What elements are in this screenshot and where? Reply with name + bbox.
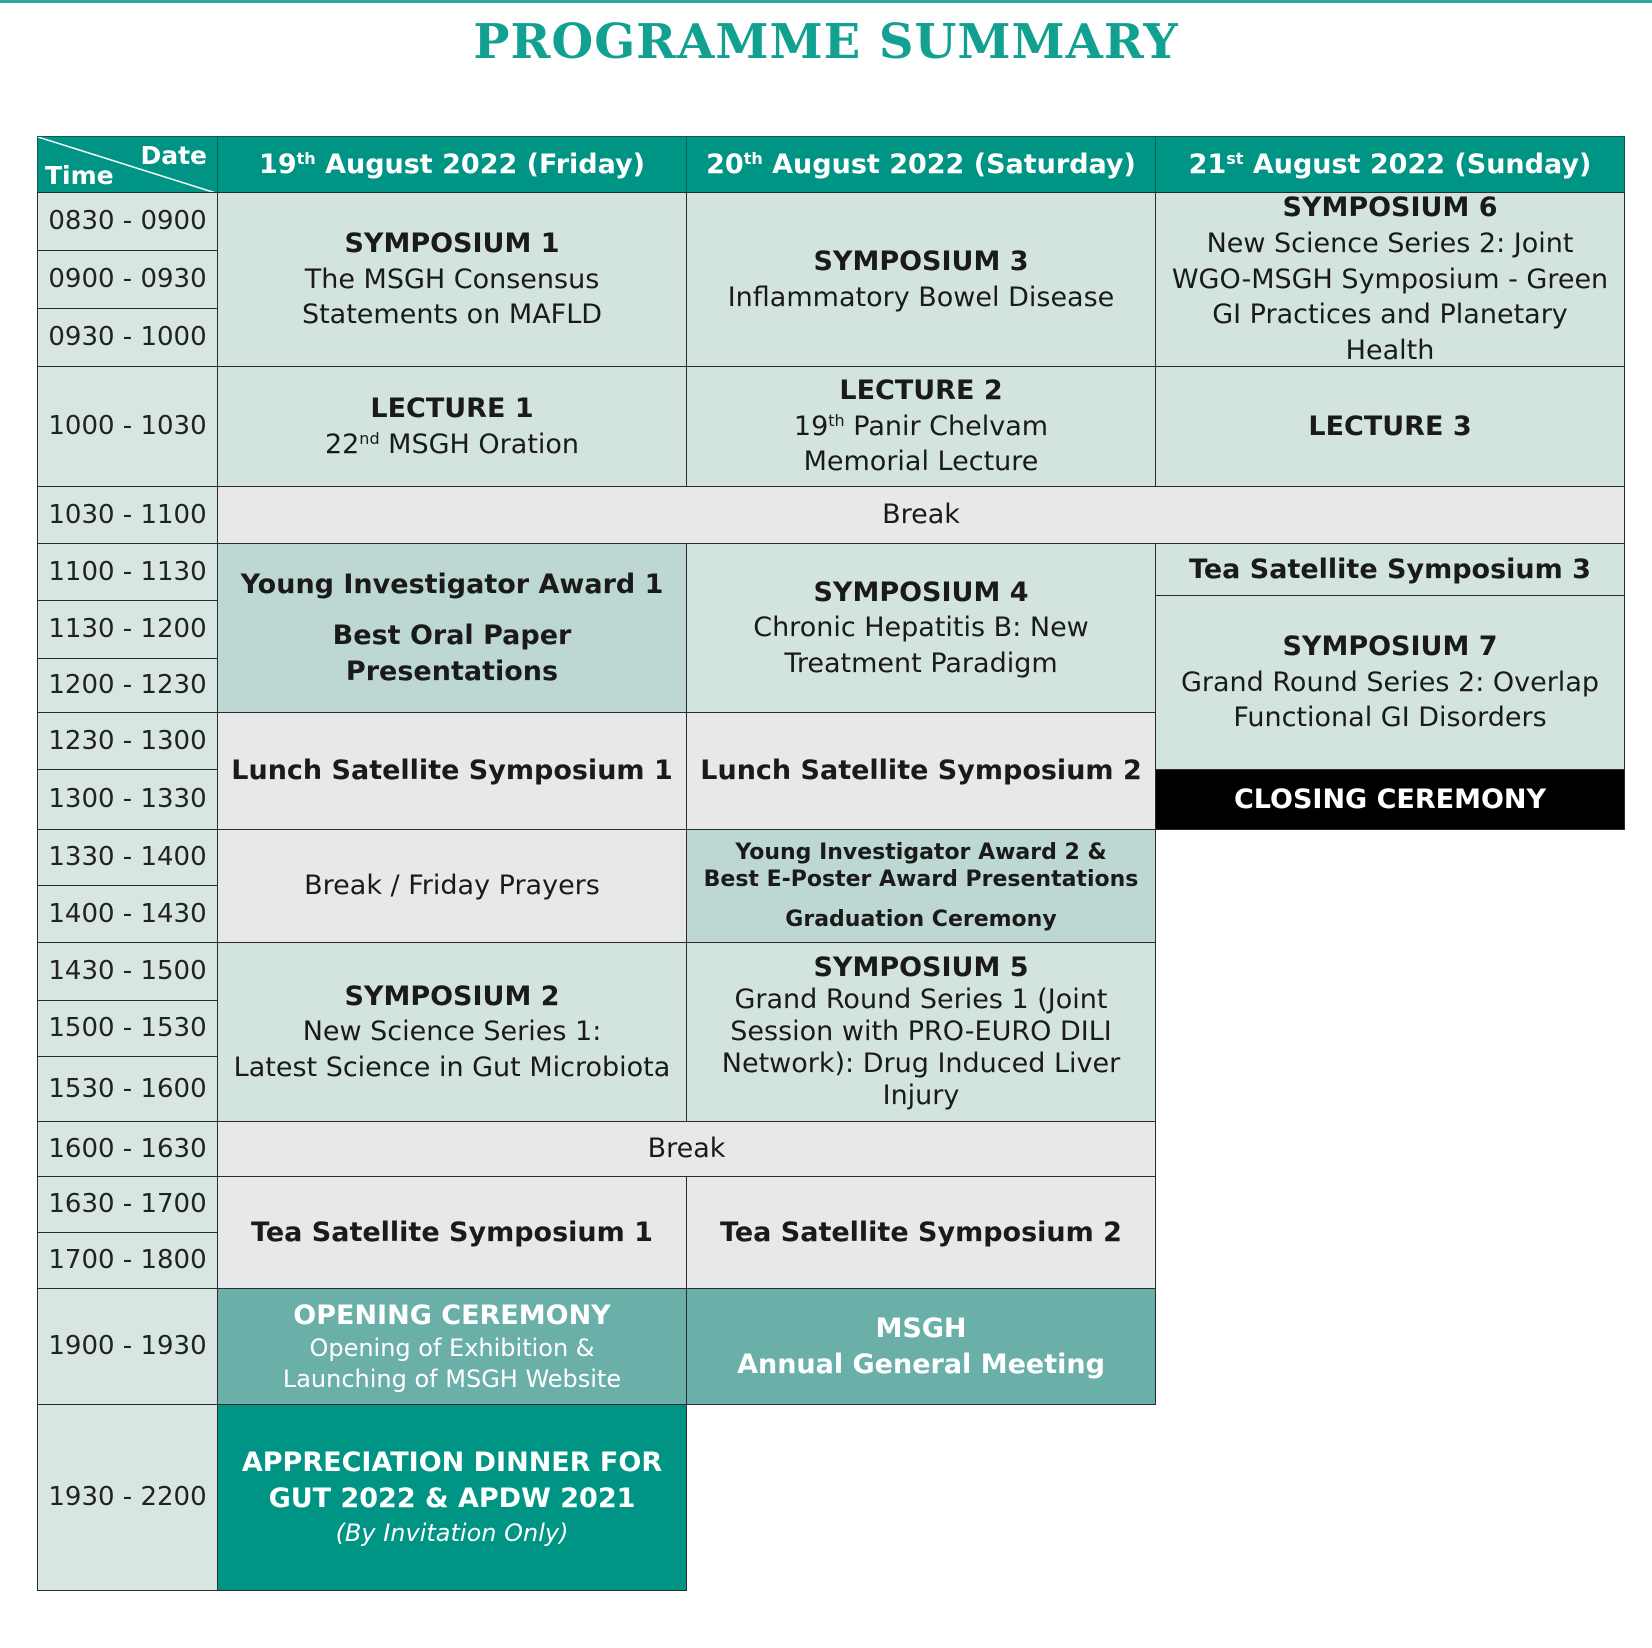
time-slot: 1530 - 1600: [37, 1056, 218, 1122]
session-symposium-7: SYMPOSIUM 7 Grand Round Series 2: Overlap Functional GI Disorders: [1155, 595, 1625, 770]
session-break-friday-prayers: Break / Friday Prayers: [217, 829, 687, 943]
session-young-investigator-award-1: Young Investigator Award 1 Best Oral Paper Presentations: [217, 543, 687, 713]
day-header-friday: 19th August 2022 (Friday): [217, 136, 687, 193]
day-header-saturday: 20th August 2022 (Saturday): [686, 136, 1156, 193]
time-slot: 1130 - 1200: [37, 600, 218, 659]
time-slot: 1330 - 1400: [37, 829, 218, 886]
session-tea-satellite-1: Tea Satellite Symposium 1: [217, 1176, 687, 1289]
time-slot: 1100 - 1130: [37, 543, 218, 601]
session-symposium-3: SYMPOSIUM 3 Inflammatory Bowel Disease: [686, 192, 1156, 367]
session-symposium-5: SYMPOSIUM 5 Grand Round Series 1 (Joint Session with PRO-EURO DILI Network): Drug Induced Liver Injury: [686, 942, 1156, 1122]
time-slot: 1230 - 1300: [37, 712, 218, 770]
time-slot: 0830 - 0900: [37, 192, 218, 251]
time-slot: 1200 - 1230: [37, 658, 218, 713]
session-symposium-2: SYMPOSIUM 2 New Science Series 1: Latest Science in Gut Microbiota: [217, 942, 687, 1122]
session-opening-ceremony: OPENING CEREMONY Opening of Exhibition & Launching of MSGH Website: [217, 1288, 687, 1405]
time-slot: 1000 - 1030: [37, 366, 218, 487]
session-appreciation-dinner: APPRECIATION DINNER FOR GUT 2022 & APDW 2021 (By Invitation Only): [217, 1404, 687, 1591]
session-annual-general-meeting: MSGH Annual General Meeting: [686, 1288, 1156, 1405]
time-slot: 0930 - 1000: [37, 308, 218, 367]
session-break-afternoon: Break: [217, 1121, 1156, 1177]
time-slot: 1900 - 1930: [37, 1288, 218, 1405]
time-slot: 1600 - 1630: [37, 1121, 218, 1177]
time-slot: 1930 - 2200: [37, 1404, 218, 1591]
corner-time-label: Time: [45, 161, 114, 190]
session-closing-ceremony: CLOSING CEREMONY: [1155, 769, 1625, 830]
session-symposium-1: SYMPOSIUM 1 The MSGH Consensus Statements on MAFLD: [217, 192, 687, 367]
session-symposium-6: SYMPOSIUM 6 New Science Series 2: Joint WGO-MSGH Symposium - Green GI Practices and Planetary Health: [1155, 192, 1625, 367]
session-lecture-1: LECTURE 1 22nd MSGH Oration: [217, 366, 687, 487]
time-slot: 1400 - 1430: [37, 885, 218, 943]
session-young-investigator-award-2: Young Investigator Award 2 & Best E-Poster Award Presentations Graduation Ceremony: [686, 829, 1156, 943]
top-rule: [0, 0, 1652, 3]
corner-date-label: Date: [140, 141, 207, 170]
time-slot: 1030 - 1100: [37, 486, 218, 544]
time-slot: 1630 - 1700: [37, 1176, 218, 1233]
date-time-corner-header: [37, 136, 218, 193]
time-slot: 0900 - 0930: [37, 250, 218, 309]
session-lunch-satellite-1: Lunch Satellite Symposium 1: [217, 712, 687, 830]
day-header-sunday: 21st August 2022 (Sunday): [1155, 136, 1625, 193]
session-break-morning: Break: [217, 486, 1625, 544]
time-slot: 1430 - 1500: [37, 942, 218, 1001]
page-title: PROGRAMME SUMMARY: [473, 14, 1179, 70]
session-tea-satellite-3: Tea Satellite Symposium 3: [1155, 543, 1625, 596]
session-lecture-2: LECTURE 2 19th Panir Chelvam Memorial Lecture: [686, 366, 1156, 487]
session-symposium-4: SYMPOSIUM 4 Chronic Hepatitis B: New Treatment Paradigm: [686, 543, 1156, 713]
session-lunch-satellite-2: Lunch Satellite Symposium 2: [686, 712, 1156, 830]
time-slot: 1500 - 1530: [37, 1000, 218, 1057]
session-lecture-3: LECTURE 3: [1155, 366, 1625, 487]
time-slot: 1300 - 1330: [37, 769, 218, 830]
time-slot: 1700 - 1800: [37, 1232, 218, 1289]
session-tea-satellite-2: Tea Satellite Symposium 2: [686, 1176, 1156, 1289]
